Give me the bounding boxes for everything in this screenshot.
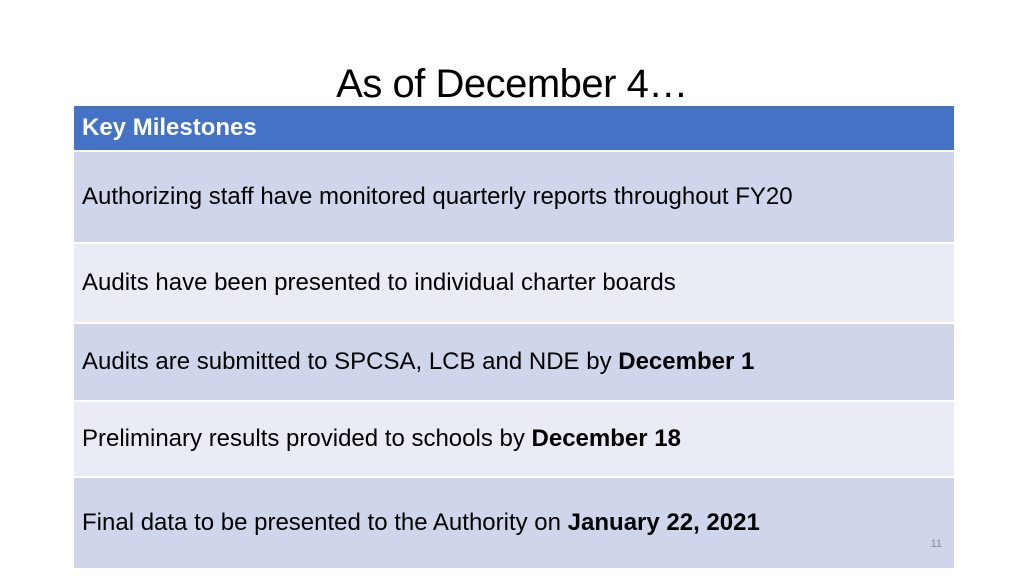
row-date: December 18	[531, 425, 681, 452]
milestones-table	[74, 106, 954, 570]
row-text: Preliminary results provided to schools by December 18	[82, 425, 681, 452]
table-row	[74, 478, 954, 570]
table-header	[74, 106, 954, 152]
table-row	[74, 244, 954, 324]
table-row	[74, 402, 954, 478]
table-header-label: Key Milestones	[82, 114, 257, 141]
row-text: Authorizing staff have monitored quarterly reports throughout FY20	[82, 183, 793, 210]
table-row	[74, 324, 954, 402]
page-number: 11	[930, 538, 942, 550]
slide-title: As of December 4…	[336, 62, 688, 106]
row-text: Audits are submitted to SPCSA, LCB and NDE by December 1	[82, 348, 755, 375]
table-row	[74, 152, 954, 244]
row-date: December 1	[618, 348, 755, 375]
row-text: Final data to be presented to the Authority on January 22, 2021	[82, 509, 760, 536]
row-date: January 22, 2021	[567, 509, 760, 536]
row-text: Audits have been presented to individual charter boards	[82, 269, 676, 296]
